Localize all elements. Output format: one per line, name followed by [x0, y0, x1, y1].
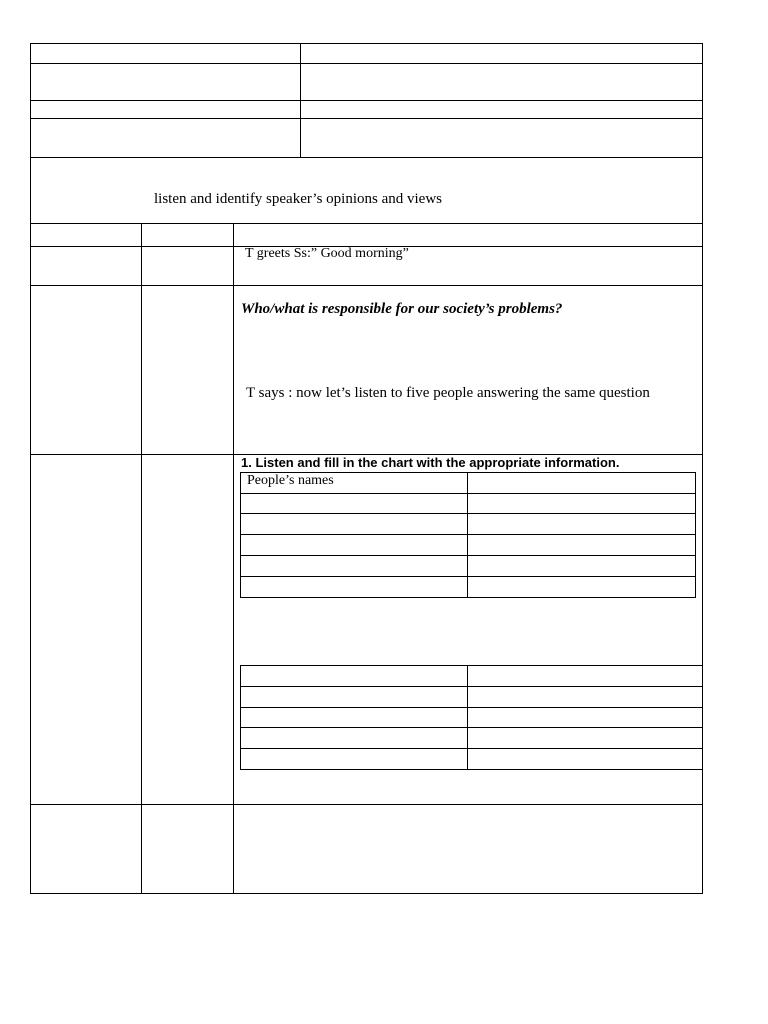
header-row-divider [30, 100, 703, 101]
objective-divider [30, 223, 703, 224]
chart-row-divider [240, 493, 696, 494]
chart-row-divider [240, 665, 703, 666]
chart-row-divider [240, 686, 703, 687]
header-row-divider [30, 63, 703, 64]
chart-row-divider [240, 707, 703, 708]
procedure-row-divider [30, 804, 703, 805]
teacher-instruction: T says : now let’s listen to five people answering the same question [246, 385, 650, 401]
chart-row-divider [240, 555, 696, 556]
procedure-column-divider [233, 223, 234, 894]
lesson-objective: listen and identify speaker’s opinions and views [154, 191, 443, 207]
header-column-divider [300, 43, 301, 157]
chart-row-divider [240, 748, 703, 749]
header-row-divider [30, 118, 703, 119]
procedure-row-divider [30, 285, 703, 286]
chart-row-divider [240, 534, 696, 535]
chart-header-names: People’s names [247, 473, 334, 488]
chart-row-divider [240, 769, 703, 770]
greeting-text: T greets Ss:” Good morning” [245, 246, 409, 261]
chart-table-2-left-edge [240, 665, 241, 769]
chart-row-divider [240, 727, 703, 728]
chart-column-divider [467, 665, 468, 769]
discussion-question: Who/what is responsible for our society’s problems? [241, 301, 563, 317]
header-row-divider [30, 157, 703, 158]
chart-column-divider [467, 472, 468, 598]
chart-row-divider [240, 513, 696, 514]
task-title: 1. Listen and fill in the chart with the appropriate information. [241, 455, 620, 470]
chart-row-divider [240, 576, 696, 577]
chart-table-1 [240, 472, 696, 598]
procedure-column-divider [141, 223, 142, 894]
